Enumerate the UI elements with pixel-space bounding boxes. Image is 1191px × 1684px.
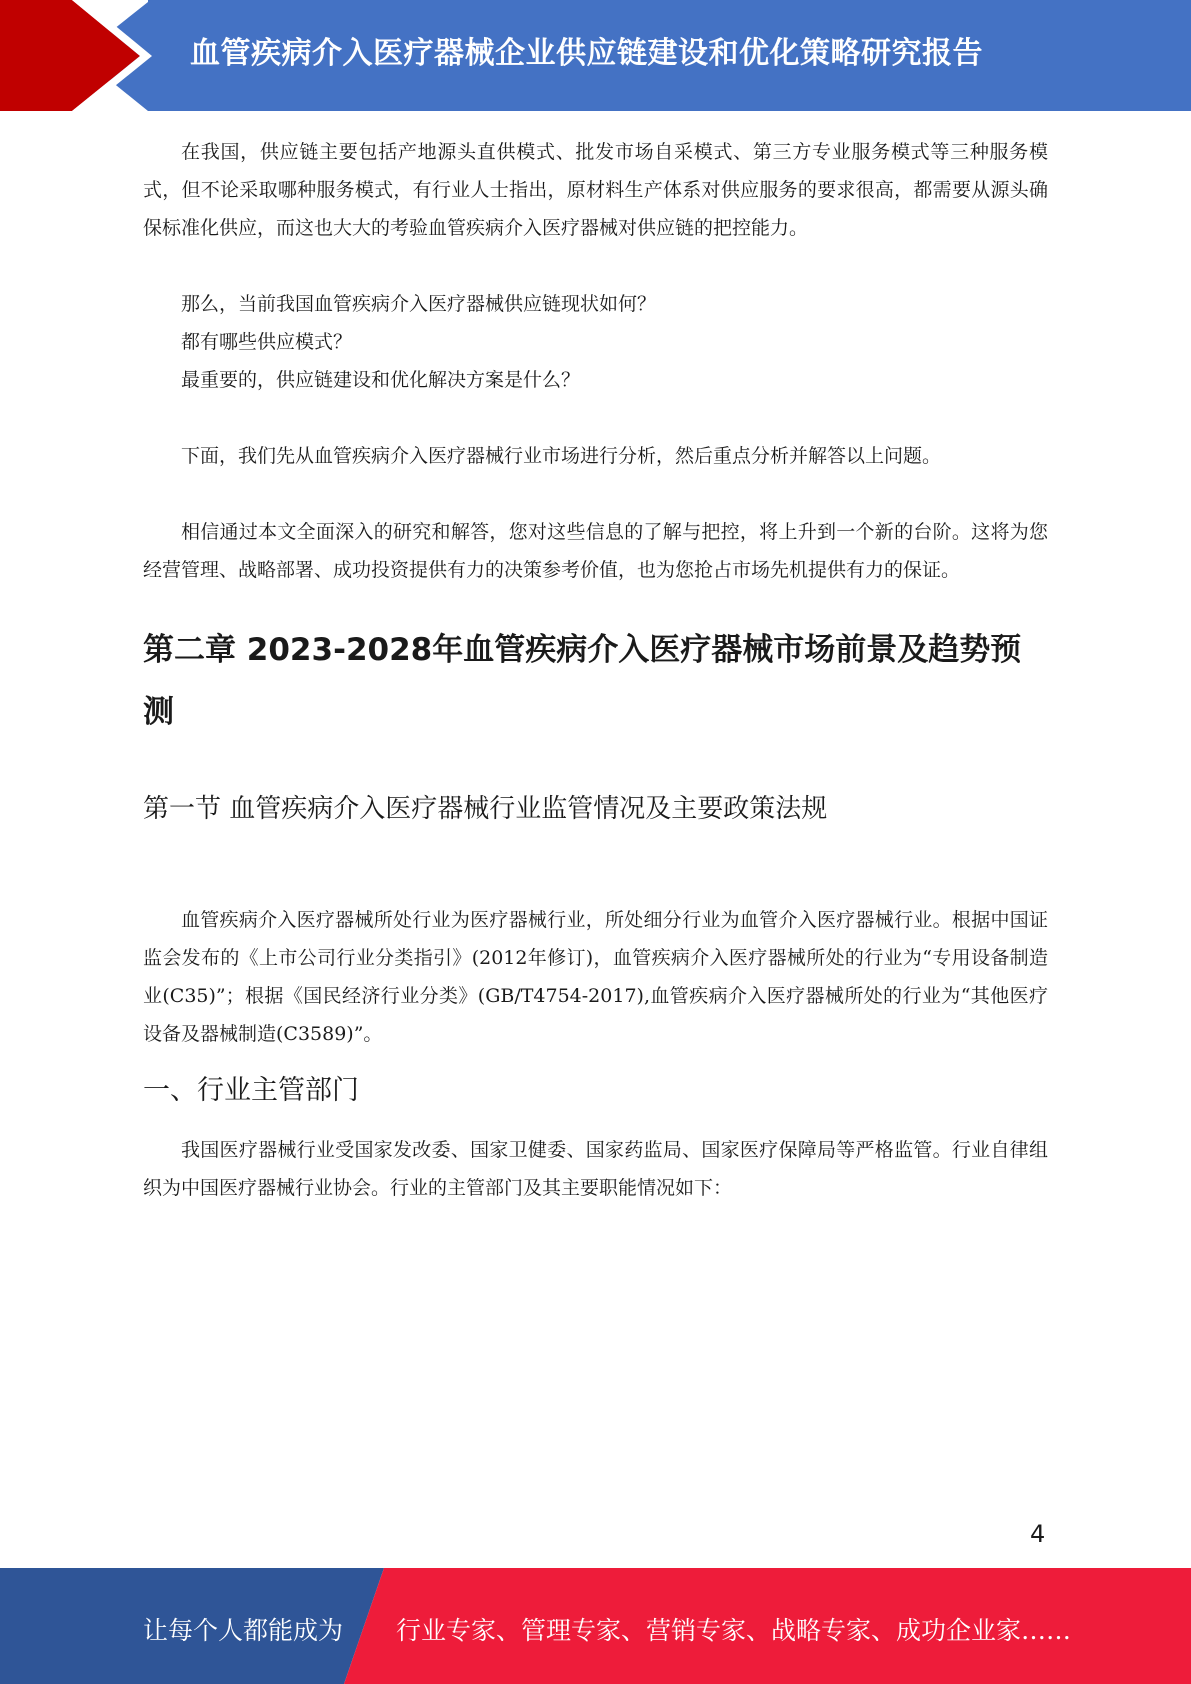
question-1: 那么，当前我国血管疾病介入医疗器械供应链现状如何？ (181, 293, 657, 315)
page-content (143, 133, 1048, 1207)
subsection-paragraph: 我国医疗器械行业受国家发改委、国家卫健委、国家药监局、国家医疗保障局等严格监管。行业自律组织为中国医疗器械行业协会。行业的主管部门及其主要职能情况如下： (143, 1139, 1048, 1199)
report-title: 血管疾病介入医疗器械企业供应链建设和优化策略研究报告 (190, 36, 983, 71)
footer-banner (0, 1568, 1191, 1684)
intro-paragraph-3: 相信通过本文全面深入的研究和解答，您对这些信息的了解与把控，将上升到一个新的台阶。这将为您经营管理、战略部署、成功投资提供有力的决策参考价值，也为您抢占市场先机提供有力的保证。 (143, 521, 1048, 581)
question-2: 都有哪些供应模式？ (181, 331, 353, 353)
footer-slogan-right: 行业专家、管理专家、营销专家、战略专家、成功企业家…… (396, 1616, 1072, 1645)
section-title: 第一节 血管疾病介入医疗器械行业监管情况及主要政策法规 (143, 794, 828, 824)
intro-paragraph: 在我国，供应链主要包括产地源头直供模式、批发市场自采模式、第三方专业服务模式等三种服务模式，但不论采取哪种服务模式，有行业人士指出，原材料生产体系对供应服务的要求很高，都需要从源头确保标准化供应，而这也大大的考验血管疾病介入医疗器械对供应链的把控能力。 (143, 141, 1048, 239)
footer-slogan-left: 让每个人都能成为 (143, 1616, 344, 1645)
header-banner (0, 0, 1191, 111)
chapter-title: 第二章 2023-2028年血管疾病介入医疗器械市场前景及趋势预测 (143, 632, 1022, 730)
subsection-title: 一、行业主管部门 (143, 1075, 359, 1106)
question-3: 最重要的，供应链建设和优化解决方案是什么？ (181, 369, 581, 391)
page-number: 4 (1030, 1520, 1046, 1548)
intro-paragraph-2: 下面，我们先从血管疾病介入医疗器械行业市场进行分析，然后重点分析并解答以上问题。 (181, 445, 942, 467)
section-paragraph: 血管疾病介入医疗器械所处行业为医疗器械行业，所处细分行业为血管介入医疗器械行业。根据中国证监会发布的《上市公司行业分类指引》(2012年修订)，血管疾病介入医疗器械所处的行业为“专用设备制造业(C35)”；根据《国民经济行业分类》(GB/T4754-2017),血管疾病介入医疗器械所处的行业为“其他医疗设备及器械制造(C3589)”。 (143, 909, 1048, 1045)
